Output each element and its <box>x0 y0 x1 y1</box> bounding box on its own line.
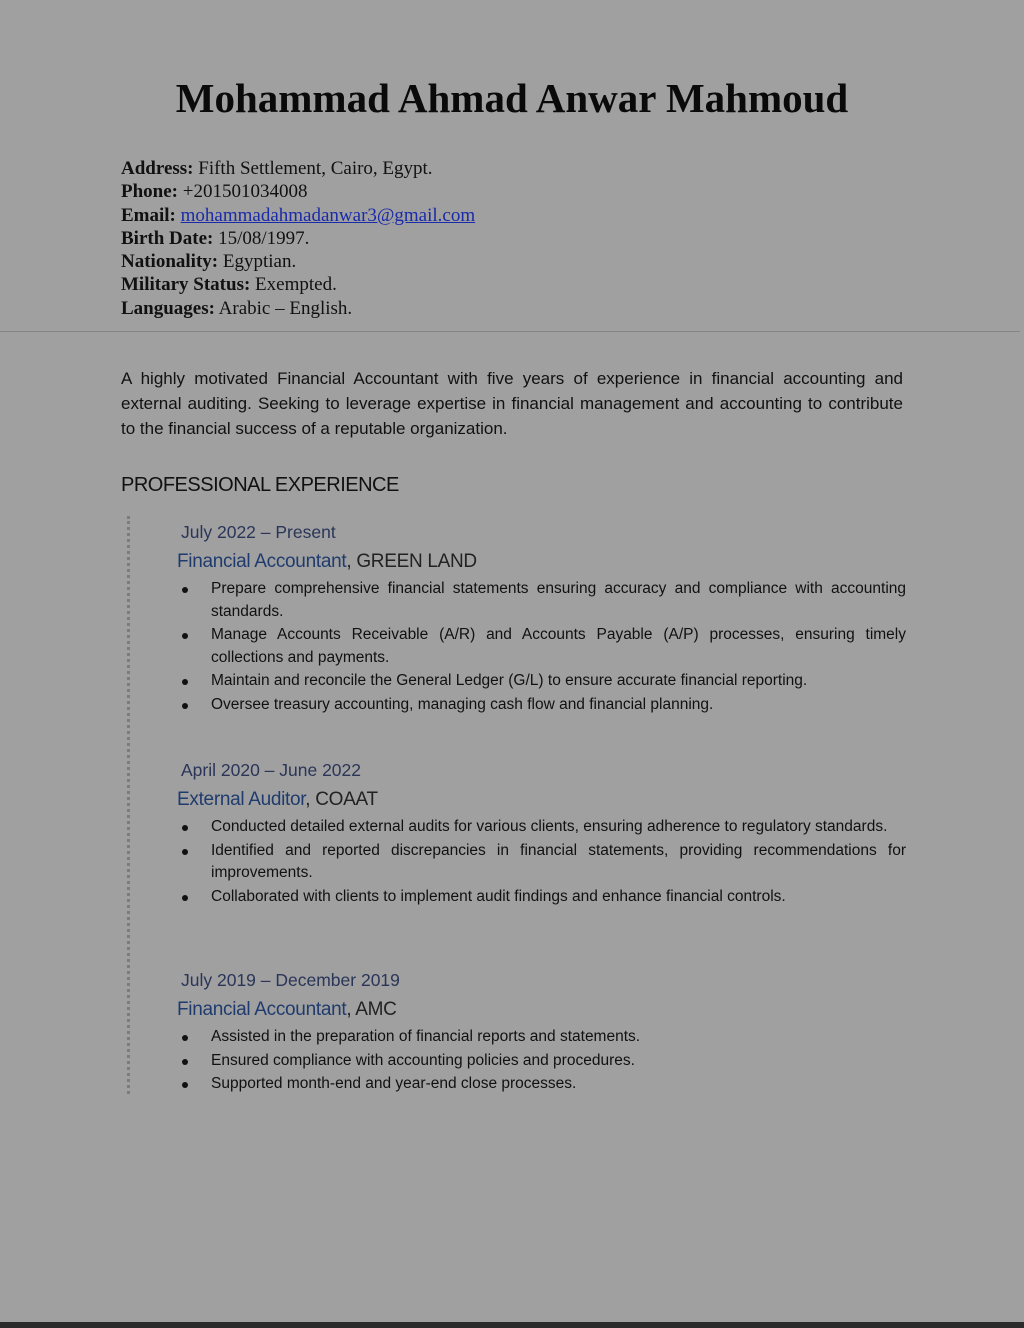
contact-label: Email: <box>121 204 176 226</box>
bullet-text: Oversee treasury accounting, managing cash flow and financial planning. <box>211 695 714 713</box>
list-item <box>180 578 906 623</box>
contact-label: Phone: <box>121 181 178 203</box>
bullet-icon <box>182 587 188 593</box>
job-dates: April 2020 – June 2022 <box>181 760 361 780</box>
contact-value: Fifth Settlement, Cairo, Egypt. <box>198 158 433 179</box>
job-title: Financial Accountant, AMC <box>177 999 397 1020</box>
bullet-text: Assisted in the preparation of financial reports and statements. <box>211 1028 641 1045</box>
job-title: Financial Accountant, GREEN LAND <box>177 551 477 572</box>
contact-military-status <box>121 273 475 296</box>
list-item <box>180 1050 906 1073</box>
list-item <box>180 670 906 693</box>
list-item <box>180 624 906 669</box>
email-link[interactable]: mohammadahmadanwar3@gmail.com <box>180 204 476 226</box>
contact-email <box>121 204 475 227</box>
bullet-icon <box>182 849 188 855</box>
contact-languages <box>121 297 475 320</box>
bullet-text: Conducted detailed external audits for various clients, ensuring adherence to regulatory standards. <box>211 818 888 835</box>
job-role: Financial Accountant <box>177 551 347 572</box>
bullet-text: Manage Accounts Receivable (A/R) and Accounts Payable (A/P) processes, ensuring timely collections and payments. <box>211 626 906 666</box>
bullet-icon <box>182 895 188 901</box>
bullet-text: Ensured compliance with accounting policies and procedures. <box>211 1051 635 1069</box>
job-dates: July 2019 – December 2019 <box>181 970 400 990</box>
list-item <box>180 1073 906 1096</box>
job-company: AMC <box>355 999 397 1020</box>
experience-section-title: PROFESSIONAL EXPERIENCE <box>121 474 399 496</box>
bullet-icon <box>182 825 188 831</box>
job-bullets <box>180 1026 906 1097</box>
header-divider <box>0 331 1020 332</box>
bullet-icon <box>182 1059 188 1065</box>
bullet-text: Collaborated with clients to implement audit findings and enhance financial controls. <box>211 887 786 905</box>
contact-value: 15/08/1997. <box>218 227 310 249</box>
candidate-name: Mohammad Ahmad Anwar Mahmoud <box>175 75 849 121</box>
job-company: COAAT <box>315 789 378 810</box>
contact-label: Military Status: <box>121 274 251 296</box>
bullet-icon <box>182 633 188 639</box>
list-item <box>180 694 906 717</box>
job-role: Financial Accountant <box>177 999 347 1020</box>
timeline-dotted-line <box>127 516 130 1094</box>
bullet-icon <box>182 679 188 685</box>
list-item <box>180 886 906 909</box>
contact-label: Address: <box>121 158 194 179</box>
contact-label: Nationality: <box>121 251 219 273</box>
bullet-text: Identified and reported discrepancies in financial statements, providing recommendations for improvements. <box>211 841 906 881</box>
job-title: External Auditor, COAAT <box>177 789 378 810</box>
page-bottom-edge <box>0 1322 1024 1328</box>
bullet-text: Supported month-end and year-end close processes. <box>211 1075 577 1092</box>
contact-address <box>121 157 475 180</box>
contact-value: Egyptian. <box>222 251 297 273</box>
bullet-icon <box>182 703 188 709</box>
contact-label: Birth Date: <box>121 227 214 249</box>
job-dates: July 2022 – Present <box>181 522 336 542</box>
bullet-text: Maintain and reconcile the General Ledger (G/L) to ensure accurate financial reporting. <box>211 672 808 689</box>
list-item <box>180 1026 906 1049</box>
bullet-icon <box>182 1082 188 1088</box>
list-item <box>180 816 906 839</box>
job-company: GREEN LAND <box>356 551 477 572</box>
job-role: External Auditor <box>177 789 306 810</box>
contact-birth-date <box>121 227 475 250</box>
contact-label: Languages: <box>121 297 215 319</box>
job-bullets <box>180 578 906 717</box>
list-item <box>180 840 906 885</box>
profile-summary: A highly motivated Financial Accountant with five years of experience in financial accounting and external auditing. Seeking to leverage expertise in financial management and accounting to contribute to the financial success of a reputable organization. <box>121 369 903 438</box>
contact-details <box>121 157 475 320</box>
contact-nationality <box>121 250 475 273</box>
bullet-icon <box>182 1035 188 1041</box>
contact-value: +201501034008 <box>182 181 308 203</box>
contact-value: Exempted. <box>255 274 337 296</box>
contact-phone <box>121 180 475 203</box>
contact-value: Arabic – English. <box>218 297 353 319</box>
job-bullets <box>180 816 906 909</box>
bullet-text: Prepare comprehensive financial statements ensuring accuracy and compliance with accounting standards. <box>211 580 906 620</box>
